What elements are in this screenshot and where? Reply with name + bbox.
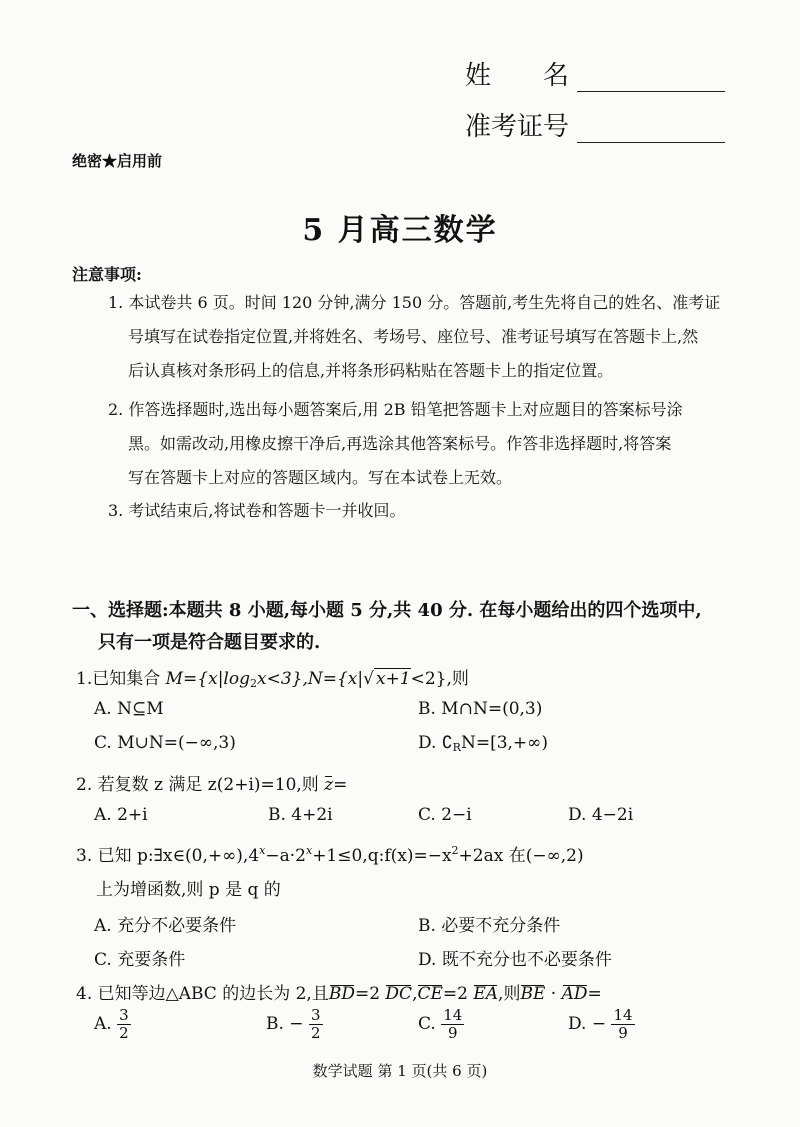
question-text: ·	[545, 984, 562, 1004]
section-heading-line-1: 一、选择题:本题共 8 小题,每小题 5 分,共 40 分. 在每小题给出的四个选项中,	[72, 600, 702, 621]
set-m-part: M={x|log	[165, 669, 250, 689]
complement-subscript: R	[452, 741, 461, 754]
option-label: B. −	[266, 1014, 304, 1034]
question-text: ,	[412, 984, 418, 1004]
page-footer: 数学试题 第 1 页(共 6 页)	[312, 1062, 488, 1080]
numerator: 14	[613, 1006, 633, 1024]
option-label: A.	[94, 1014, 112, 1034]
question-text: ,则	[498, 984, 521, 1004]
notice-heading: 注意事项:	[72, 265, 142, 284]
notice-item-1-line-2: 号填写在试卷指定位置,并将姓名、考场号、座位号、准考证号填写在答题卡上,然	[128, 327, 699, 346]
denominator: 2	[310, 1024, 321, 1042]
notice-item-3: 3. 考试结束后,将试卷和答题卡一并收回。	[108, 501, 406, 520]
option-text: N=[3,+∞)	[460, 733, 548, 753]
question-1-option-b[interactable]: B. M∩N=(0,3)	[418, 699, 543, 719]
question-1-option-d[interactable]	[418, 733, 548, 754]
set-m-part: x<3},	[256, 669, 308, 689]
notice-item-2-line-2: 黑。如需改动,用橡皮擦干净后,再选涂其他答案标号。作答非选择题时,将答案	[128, 434, 672, 453]
option-label: D. ∁	[418, 733, 453, 753]
question-text: +1≤0,q:f(x)=−x	[312, 846, 452, 866]
question-3-stem-line-2: 上为增函数,则 p 是 q 的	[96, 880, 281, 900]
question-2-option-a[interactable]: A. 2+i	[94, 805, 148, 825]
vector-bd: BD	[328, 984, 355, 1004]
vector-ce: CE	[417, 984, 443, 1004]
notice-item-1-line-3: 后认真核对条形码上的信息,并将条形码粘贴在答题卡上的指定位置。	[128, 361, 614, 380]
question-3-option-b[interactable]: B. 必要不充分条件	[418, 916, 561, 936]
confidential-mark: 绝密★启用前	[72, 152, 163, 170]
fraction	[117, 1007, 131, 1042]
exam-id-label: 准考证号	[465, 112, 570, 142]
numerator: 14	[443, 1006, 463, 1024]
denominator: 2	[119, 1024, 129, 1042]
question-text: =2	[354, 984, 386, 1004]
set-n-part: <2},则	[410, 669, 469, 689]
question-text: 2. 若复数 z 满足 z(2+i)=10,则	[76, 775, 325, 795]
set-n-part: N={x|	[307, 669, 364, 689]
numerator: 3	[310, 1006, 321, 1024]
question-3-stem-line-1	[76, 841, 584, 866]
question-4-option-c[interactable]	[418, 1007, 464, 1042]
notice-item-2-line-3: 写在答题卡上对应的答题区域内。写在本试卷上无效。	[128, 468, 513, 487]
question-text: =	[587, 984, 602, 1004]
fraction	[441, 1007, 464, 1042]
vector-ad: AD	[561, 984, 588, 1004]
question-4-option-b[interactable]	[266, 1007, 323, 1042]
question-3-option-a[interactable]: A. 充分不必要条件	[94, 916, 237, 936]
option-label: D. −	[568, 1014, 607, 1034]
question-text: −a·2	[265, 846, 306, 866]
exponent: x	[259, 844, 266, 857]
question-2-option-d[interactable]: D. 4−2i	[568, 805, 634, 825]
question-1-option-c[interactable]: C. M∪N=(−∞,3)	[94, 733, 236, 753]
question-text: +2ax 在(−∞,2)	[458, 846, 584, 866]
question-text: =2	[442, 984, 474, 1004]
question-2-option-b[interactable]: B. 4+2i	[268, 805, 333, 825]
question-text: 已知集合	[92, 669, 166, 689]
question-3-option-d[interactable]: D. 既不充分也不必要条件	[418, 950, 612, 970]
name-label: 姓 名	[465, 61, 570, 91]
question-text: =	[333, 775, 348, 795]
section-heading-line-2: 只有一项是符合题目要求的.	[98, 632, 321, 653]
question-1-stem	[76, 664, 469, 690]
exponent: 2	[451, 844, 459, 857]
exam-id-blank[interactable]	[577, 114, 725, 143]
fraction	[309, 1007, 323, 1042]
name-field	[465, 55, 725, 92]
vector-dc: DC	[385, 984, 413, 1004]
page-title: 5 月高三数学	[302, 213, 498, 248]
denominator: 9	[618, 1024, 628, 1042]
question-text: 4. 已知等边△ABC 的边长为 2,且	[76, 984, 329, 1004]
notice-item-1-line-1: 1. 本试卷共 6 页。时间 120 分钟,满分 150 分。答题前,考生先将自己的姓名、准考证	[108, 293, 721, 312]
denominator: 9	[447, 1024, 458, 1042]
question-2-stem	[76, 770, 347, 795]
vector-ea: EA	[473, 984, 499, 1004]
fraction	[611, 1007, 634, 1042]
notice-item-2-line-1: 2. 作答选择题时,选出每小题答案后,用 2B 铅笔把答题卡上对应题目的答案标号涂	[108, 400, 683, 419]
conjugate-z: z	[324, 775, 334, 795]
question-4-option-d[interactable]	[568, 1007, 635, 1042]
log-base: 2	[249, 677, 257, 690]
question-4-stem	[76, 979, 602, 1004]
question-4-option-a[interactable]	[94, 1007, 131, 1042]
numerator: 3	[119, 1006, 129, 1024]
question-2-option-c[interactable]: C. 2−i	[418, 805, 472, 825]
name-blank[interactable]	[577, 63, 725, 92]
question-3-option-c[interactable]: C. 充要条件	[94, 950, 186, 970]
sqrt-symbol: √	[363, 669, 374, 689]
option-label: C.	[418, 1014, 436, 1034]
exam-id-field	[465, 106, 725, 143]
question-number: 1.	[76, 669, 93, 689]
exponent: x	[305, 844, 313, 857]
sqrt-radicand: x+1	[375, 669, 411, 689]
question-text: 3. 已知 p:∃x∈(0,+∞),4	[76, 846, 260, 866]
vector-be: BE	[520, 984, 546, 1004]
question-1-option-a[interactable]: A. N⊆M	[94, 699, 164, 719]
